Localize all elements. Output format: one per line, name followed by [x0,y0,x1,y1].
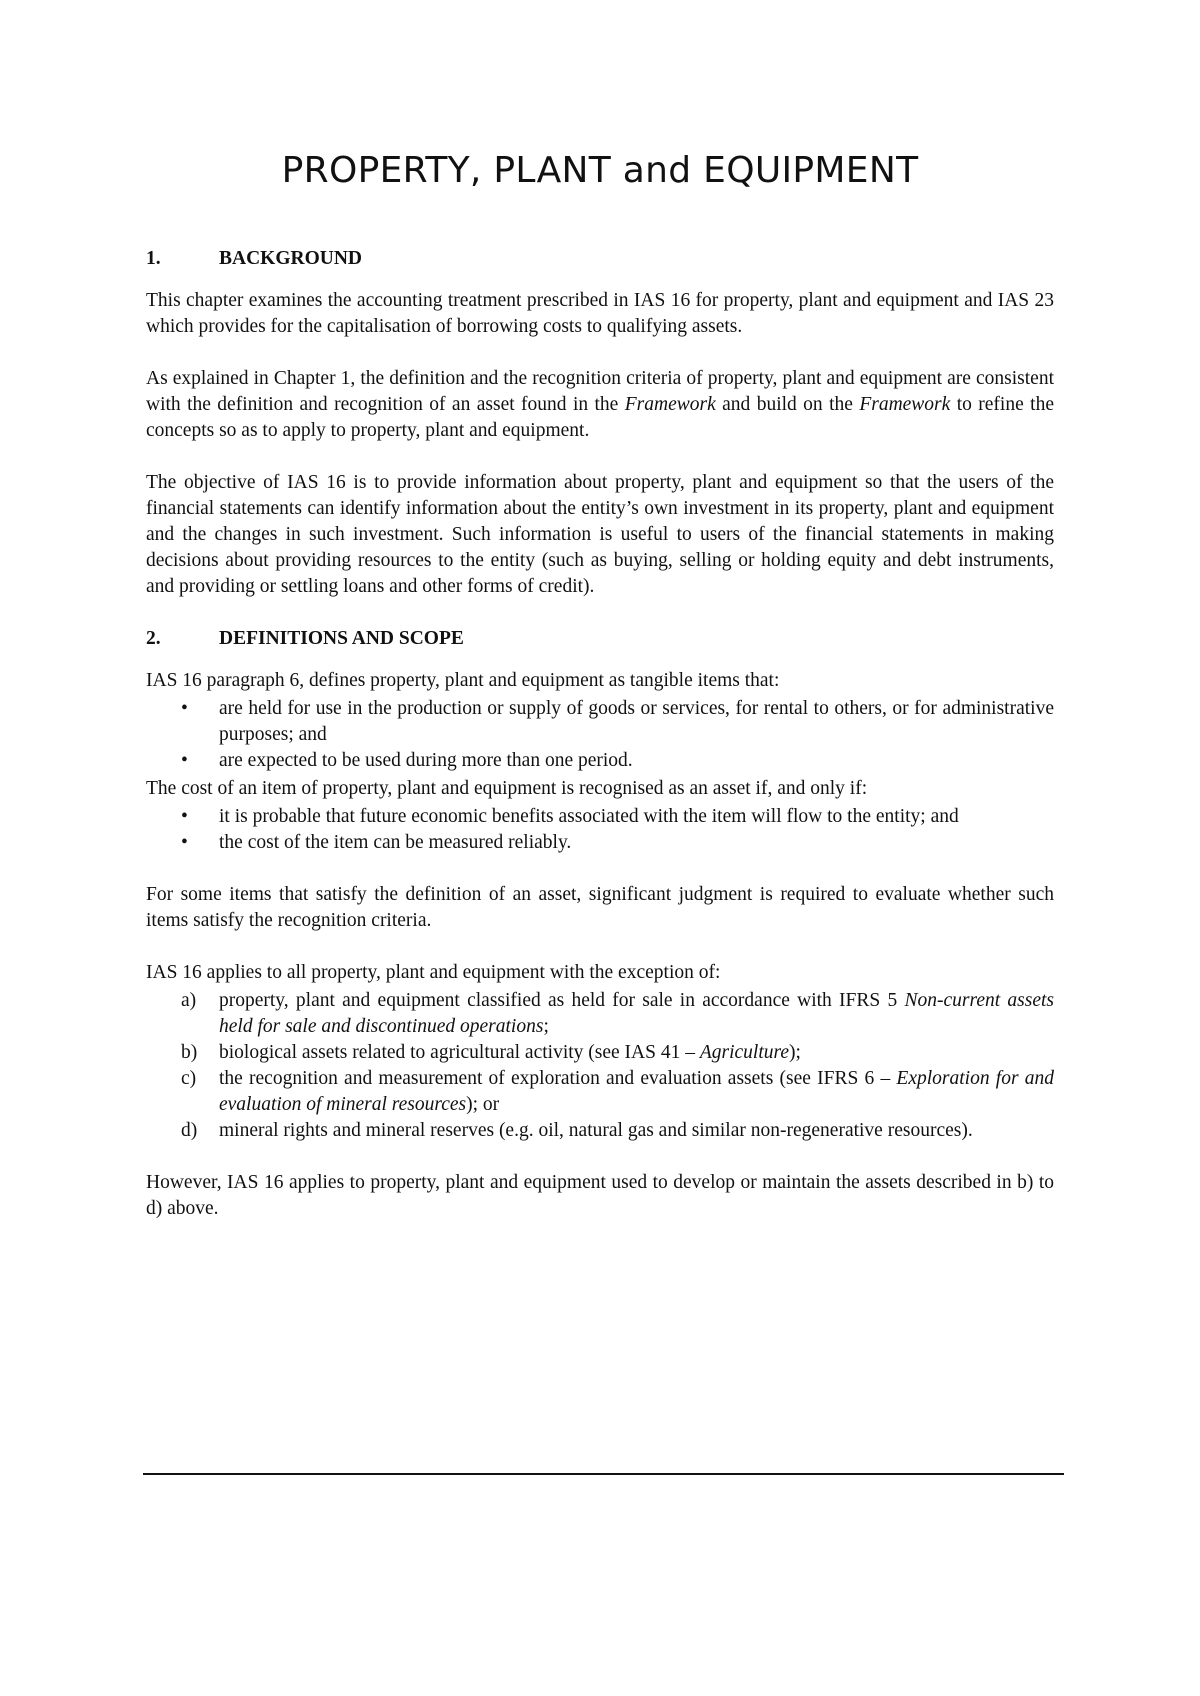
list-item [181,1118,1054,1144]
paragraph-text: As explained in Chapter 1, the definition and the recognition criteria of property, plant and equipment are consistent with the definition and recognition of an asset found in the [146,368,1054,415]
paragraph-chapter-intro: This chapter examines the accounting treatment prescribed in IAS 16 for property, plant and equipment and IAS 23 which provides for the capitalisation of borrowing costs to qualifying assets. [146,290,1054,337]
list-item [181,1066,1054,1118]
bullet-icon: • [181,806,188,827]
recognition-bullet-list [146,804,1054,856]
list-item-text: biological assets related to agricultural activity (see IAS 41 – [219,1042,700,1063]
paragraph-definition-intro: IAS 16 paragraph 6, defines property, plant and equipment as tangible items that: [146,670,780,691]
list-item-text: property, plant and equipment classified as held for sale in accordance with IFRS 5 [219,990,905,1011]
bullet-icon: • [181,698,188,719]
list-item-text: mineral rights and mineral reserves (e.g. oil, natural gas and similar non-regenerative resources). [219,1120,973,1141]
standard-title: Exploration for and evaluation of mineral resources [219,1068,1054,1115]
list-marker: a) [181,990,197,1011]
list-item-tail: ); [789,1042,801,1063]
section-title: DEFINITIONS AND SCOPE [219,628,464,649]
section-number: 2. [146,628,161,649]
paragraph-text: and build on the [715,394,860,415]
paragraph-framework [146,366,1054,444]
paragraph-exceptions-intro: IAS 16 applies to all property, plant and equipment with the exception of: [146,962,721,983]
paragraph-recognition-intro: The cost of an item of property, plant and equipment is recognised as an asset if, and only if: [146,778,868,799]
paragraph-judgment: For some items that satisfy the definition of an asset, significant judgment is required to evaluate whether such items satisfy the recognition criteria. [146,884,1054,931]
section-heading-definitions [146,626,1054,652]
section-title: BACKGROUND [219,248,363,269]
list-item [181,1040,1054,1066]
standard-title: Non-current assets held for sale and discontinued operations [219,990,1054,1037]
document-body [146,246,1054,1248]
list-item [181,804,1054,830]
bullet-icon: • [181,832,188,853]
list-item [181,988,1054,1040]
list-marker: b) [181,1042,198,1063]
footer-divider [143,1473,1064,1475]
list-item-tail: ); or [466,1094,500,1115]
list-item [181,830,1054,856]
section-number: 1. [146,248,161,269]
paragraph-closing: However, IAS 16 applies to property, plant and equipment used to develop or maintain the assets described in b) to d) above. [146,1172,1054,1219]
list-item-tail: ; [543,1016,549,1037]
page-title: PROPERTY, PLANT and EQUIPMENT [281,150,919,191]
paragraph-objective: The objective of IAS 16 is to provide information about property, plant and equipment so that the users of the financial statements can identify information about the entity’s own investment in its property, plant and equipment and the changes in such investment. Such information is useful to users of the financial statements in making decisions about providing resources to the entity (such as buying, selling or holding equity and debt instruments, and providing or settling loans and other forms of credit). [146,472,1054,597]
list-item-text: are expected to be used during more than one period. [219,750,633,771]
list-item [181,696,1054,748]
bullet-icon: • [181,750,188,771]
list-item-text: are held for use in the production or supply of goods or services, for rental to others, or for administrative purposes; and [219,698,1054,745]
list-item-text: the cost of the item can be measured reliably. [219,832,572,853]
list-marker: d) [181,1120,198,1141]
section-heading-background [146,246,1054,272]
framework-term: Framework [859,394,951,415]
framework-term: Framework [624,394,716,415]
standard-title: Agriculture [699,1042,790,1063]
exceptions-list [146,988,1054,1144]
list-marker: c) [181,1068,197,1089]
list-item-text: it is probable that future economic benefits associated with the item will flow to the entity; and [219,806,959,827]
list-item [181,748,1054,774]
definition-bullet-list [146,696,1054,774]
list-item-text: the recognition and measurement of exploration and evaluation assets (see IFRS 6 – [219,1068,897,1089]
paragraph-text: to refine the concepts so as to apply to property, plant and equipment. [146,394,1054,441]
